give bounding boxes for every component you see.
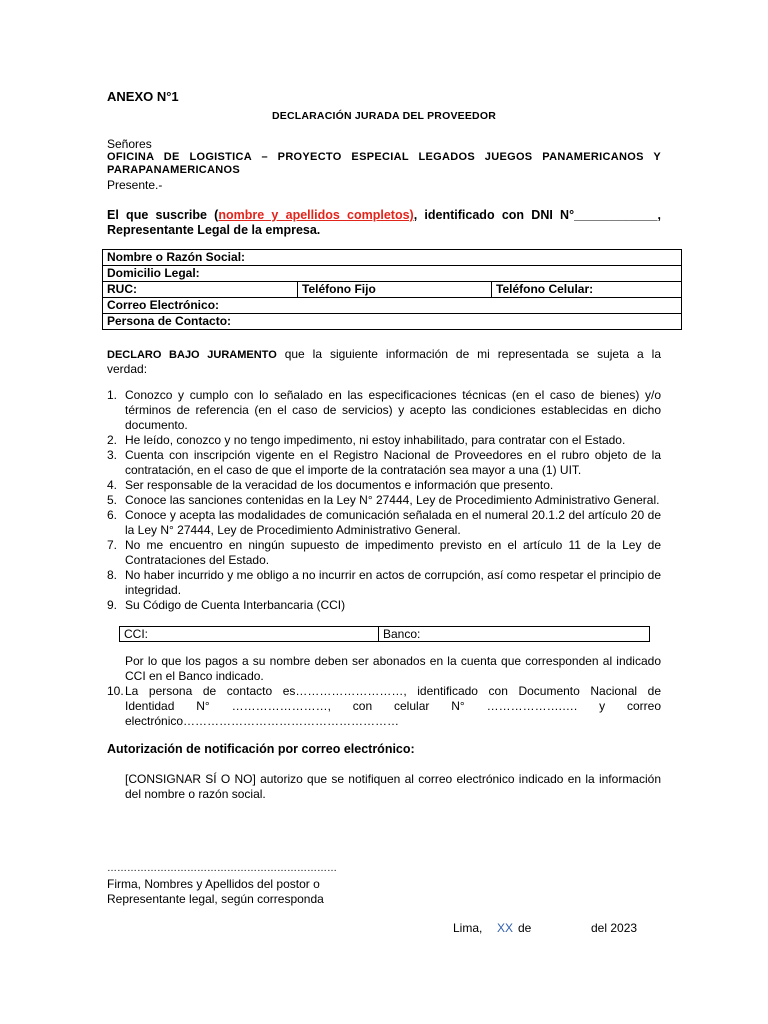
item-10-line-2: Identidad N° ……………………, con celular N° ……………….…. y correo: [125, 699, 661, 713]
list-item: 3. Cuenta con inscripción vigente en el Registro Nacional de Proveedores en el rubro objeto de la contratación, en el caso de que el importe de la contratación sea mayor a una (1) UIT.: [107, 448, 661, 477]
addressee-line-1: OFICINA DE LOGISTICA – PROYECTO ESPECIAL LEGADOS JUEGOS PANAMERICANOS Y: [107, 151, 661, 163]
intro-line-2: Representante Legal de la empresa.: [107, 223, 321, 237]
cci-table: [119, 626, 650, 642]
date-de: de: [518, 921, 532, 935]
date-city: Lima,: [453, 921, 483, 935]
list-item: 2. He leído, conozco y no tengo impedimento, ni estoy inhabilitado, para contratar con el Estado.: [107, 433, 626, 447]
supplier-info-table: [102, 249, 682, 330]
presente: Presente.-: [107, 178, 163, 192]
list-item: 9. Su Código de Cuenta Interbancaria (CCI): [107, 598, 346, 612]
date-year: del 2023: [591, 921, 638, 935]
authorization-title: Autorización de notificación por correo electrónico:: [107, 742, 415, 756]
declaration-bold: DECLARO BAJO JURAMENTO: [107, 349, 277, 361]
salutation: Señores: [107, 137, 152, 151]
list-item: 5. Conoce las sanciones contenidas en la Ley N° 27444, Ley de Procedimiento Administrativo General.: [107, 493, 660, 507]
signature-caption-2: Representante legal, según corresponda: [107, 892, 324, 906]
payment-note: Por lo que los pagos a su nombre deben ser abonados en la cuenta que corresponden al indicado CCI en el Banco indicado.: [125, 654, 661, 683]
bank-field[interactable]: Banco:: [379, 627, 650, 642]
declaration-line-2: verdad:: [107, 362, 148, 376]
declaration-rest: que la siguiente información de mi representada se sujeta a la: [276, 347, 661, 361]
intro-before: El que suscribe (: [107, 208, 219, 222]
declaration-line-1: [107, 347, 661, 363]
list-item: 6. Conoce y acepta las modalidades de comunicación señalada en el numeral 20.1.2 del artículo 20 de la Ley N° 27444, Ley de Procedimiento Administrativo General.: [107, 508, 661, 537]
ruc-field[interactable]: RUC:: [103, 282, 298, 298]
item-10-line-1: La persona de contacto es………………………, identificado con Documento Nacional de: [125, 684, 661, 698]
company-name-field[interactable]: Nombre o Razón Social:: [103, 250, 682, 266]
list-item: 8. No haber incurrido y me obligo a no incurrir en actos de corrupción, así como respetar el principio de integridad.: [107, 568, 661, 597]
intro-line-1: [107, 208, 661, 223]
annex-title: ANEXO N°1: [107, 89, 179, 104]
document-title: DECLARACIÓN JURADA DEL PROVEEDOR: [271, 110, 496, 122]
item-10-number: 10.: [107, 684, 124, 698]
list-item: 4. Ser responsable de la veracidad de los documentos e información que presento.: [107, 478, 554, 492]
authorization-text: [CONSIGNAR SÍ O NO] autorizo que se notifiquen al correo electrónico indicado en la información del nombre o razón social.: [125, 772, 661, 801]
list-item: 7. No me encuentro en ningún supuesto de impedimento previsto en el artículo 11 de la Ley de Contrataciones del Estado.: [107, 538, 661, 567]
legal-address-field[interactable]: Domicilio Legal:: [103, 266, 682, 282]
signature-line: ……………………………………………………………: [107, 863, 337, 874]
list-item: 1. Conozco y cumplo con lo señalado en las especificaciones técnicas (en el caso de bienes) y/o términos de referencia (en el caso de servicios) y acepto las condiciones establecidas en dicho documento.: [107, 388, 661, 432]
name-placeholder: nombre y apellidos completos): [218, 208, 414, 222]
cci-field[interactable]: CCI:: [120, 627, 379, 642]
addressee-line-2: PARAPANAMERICANOS: [107, 164, 241, 176]
item-10-line-3: electrónico………………………………………………: [125, 714, 400, 728]
mobile-field[interactable]: Teléfono Celular:: [492, 282, 682, 298]
contact-person-field[interactable]: Persona de Contacto:: [103, 314, 682, 330]
signature-caption-1: Firma, Nombres y Apellidos del postor o: [107, 877, 320, 891]
email-field[interactable]: Correo Electrónico:: [103, 298, 682, 314]
declaration-list: [107, 388, 661, 613]
landline-field[interactable]: Teléfono Fijo: [298, 282, 492, 298]
date-day-placeholder: XX: [497, 921, 514, 935]
intro-after: , identificado con DNI N°____________,: [413, 208, 661, 222]
